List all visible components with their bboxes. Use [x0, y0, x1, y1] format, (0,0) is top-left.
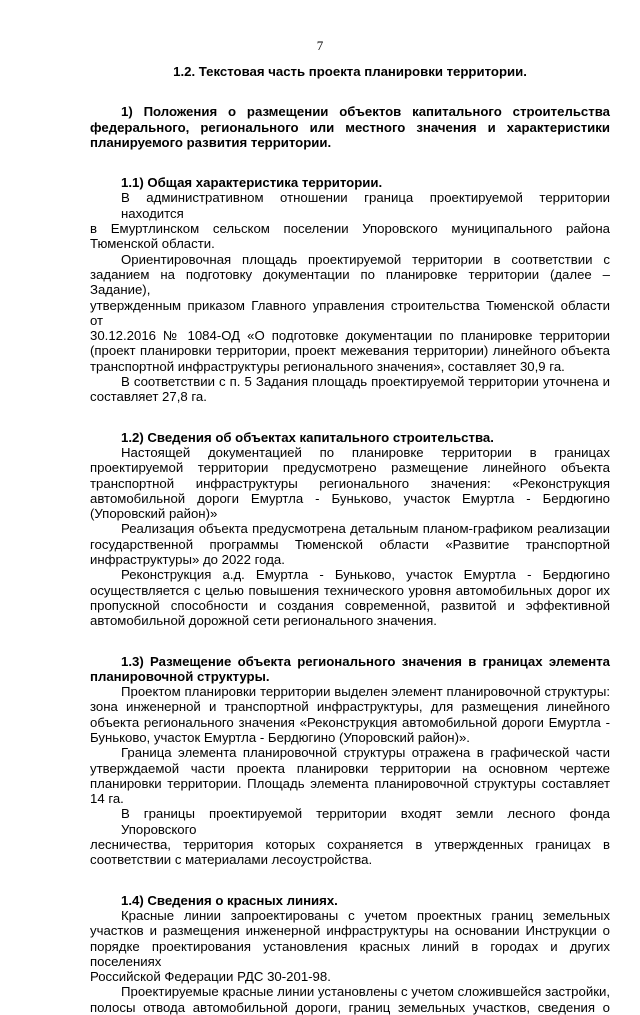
text-line: проектируемой территории предусмотрено размещение линейного объекта: [90, 460, 610, 476]
text-line: В соответствии с п. 5 Задания площадь проектируемой территории уточнена и: [121, 374, 610, 390]
text-line: государственной программы Тюменской области «Развитие транспортной: [90, 536, 610, 552]
text-line: объекта регионального значения «Реконструкция автомобильной дороги Емуртла -: [90, 714, 610, 730]
subsection-heading-1-3: [90, 654, 610, 685]
heading-line: 1) Положения о размещении объектов капитального строительства: [121, 104, 610, 120]
paragraph: [90, 984, 610, 1015]
text-line: Российской Федерации РДС 30-201-98.: [90, 969, 331, 985]
paragraph: [90, 521, 610, 567]
text-line: транспортной инфраструктуры регионального значения: «Реконструкция: [90, 475, 610, 491]
paragraph: [90, 684, 610, 745]
text-line: (проект планировки территории, проект межевания территории) линейного объекта: [90, 343, 610, 359]
subsection-heading-1-2: 1.2) Сведения об объектах капитального строительства.: [121, 429, 494, 445]
text-line: В административном отношении граница проектируемой территории находится: [121, 190, 610, 221]
heading-line: 1.3) Размещение объекта регионального значения в границах элемента: [121, 653, 610, 669]
page-number: 7: [316, 38, 324, 53]
document-body: [90, 64, 610, 1015]
text-line: полосы отвода автомобильной дороги, границ земельных участков, сведения о: [90, 999, 610, 1015]
text-line: утверждаемой части проекта планировки территории на основном чертеже: [90, 760, 610, 776]
text-line: в Емуртлинском сельском поселении Упоровского муниципального района: [90, 221, 610, 237]
text-line: осуществляется с целью повышения технического уровня автомобильных дорог их: [90, 582, 610, 598]
text-line: составляет 27,8 га.: [90, 389, 207, 405]
subsection-heading-1-1: 1.1) Общая характеристика территории.: [121, 175, 383, 191]
section-title: 1.2. Текстовая часть проекта планировки территории.: [173, 64, 527, 79]
section1-heading: [90, 104, 610, 150]
text-line: зона инженерной и транспортной инфраструктуры, для размещения линейного: [90, 699, 610, 715]
text-line: планировки территории. Площадь элемента планировочной структуры составляет: [90, 775, 610, 791]
text-line: Реконструкция а.д. Емуртла - Буньково, участок Емуртла - Бердюгино: [121, 567, 610, 583]
text-line: утвержденным приказом Главного управления строительства Тюменской области от: [90, 297, 610, 328]
paragraph: [90, 252, 610, 374]
text-line: транспортной инфраструктуры регионального значения», составляет 30,9 га.: [90, 358, 565, 374]
paragraph: [90, 374, 610, 405]
paragraph: [90, 567, 610, 628]
paragraph: [90, 190, 610, 251]
text-line: участков и размещения инженерной инфраструктуры на основании Инструкции о: [90, 923, 610, 939]
text-line: Ориентировочная площадь проектируемой территории в соответствии с: [121, 251, 610, 267]
text-line: лесничества, территория которых сохраняется в утвержденных границах в: [90, 837, 610, 853]
text-line: порядке проектирования установления красных линий в городах и других поселениях: [90, 938, 610, 969]
text-line: инфраструктуры» до 2022 года.: [90, 552, 285, 568]
text-line: Тюменской области.: [90, 236, 215, 252]
text-line: Настоящей документацией по планировке территории в границах: [121, 444, 610, 460]
text-line: соответствии с материалами лесоустройства.: [90, 852, 373, 868]
text-line: Граница элемента планировочной структуры отражена в графической части: [121, 745, 610, 761]
text-line: (Упоровский район)»: [90, 506, 218, 522]
text-line: Реализация объекта предусмотрена детальным планом-графиком реализации: [121, 521, 610, 537]
text-line: Буньково, участок Емуртла - Бердюгино (Упоровский район)».: [90, 729, 470, 745]
text-line: 14 га.: [90, 791, 124, 807]
text-line: 30.12.2016 № 1084-ОД «О подготовке документации по планировке территории: [90, 328, 610, 344]
heading-line: планировочной структуры.: [90, 668, 270, 684]
text-line: Проектом планировки территории выделен элемент планировочной структуры:: [121, 684, 610, 700]
paragraph: [90, 445, 610, 521]
text-line: пропускной способности и создания современной, развитой и эффективной: [90, 597, 610, 613]
heading-line: планируемого развития территории.: [90, 134, 332, 150]
text-line: В границы проектируемой территории входят земли лесного фонда Упоровского: [121, 806, 610, 837]
subsection-heading-1-4: 1.4) Сведения о красных линиях.: [121, 892, 338, 908]
paragraph: [90, 806, 610, 867]
text-line: заданием на подготовку документации по планировке территории (далее – Задание),: [90, 266, 610, 298]
text-line: автомобильной дорожной сети регионального значения.: [90, 613, 437, 629]
text-line: автомобильной дороги Емуртла - Буньково, участок Емуртла - Бердюгино: [90, 490, 610, 506]
text-line: Красные линии запроектированы с учетом проектных границ земельных: [121, 907, 610, 923]
text-line: Проектируемые красные линии установлены с учетом сложившейся застройки,: [121, 984, 610, 1000]
heading-line: федерального, регионального или местного значения и характеристики: [90, 119, 610, 135]
paragraph: [90, 908, 610, 984]
paragraph: [90, 745, 610, 806]
